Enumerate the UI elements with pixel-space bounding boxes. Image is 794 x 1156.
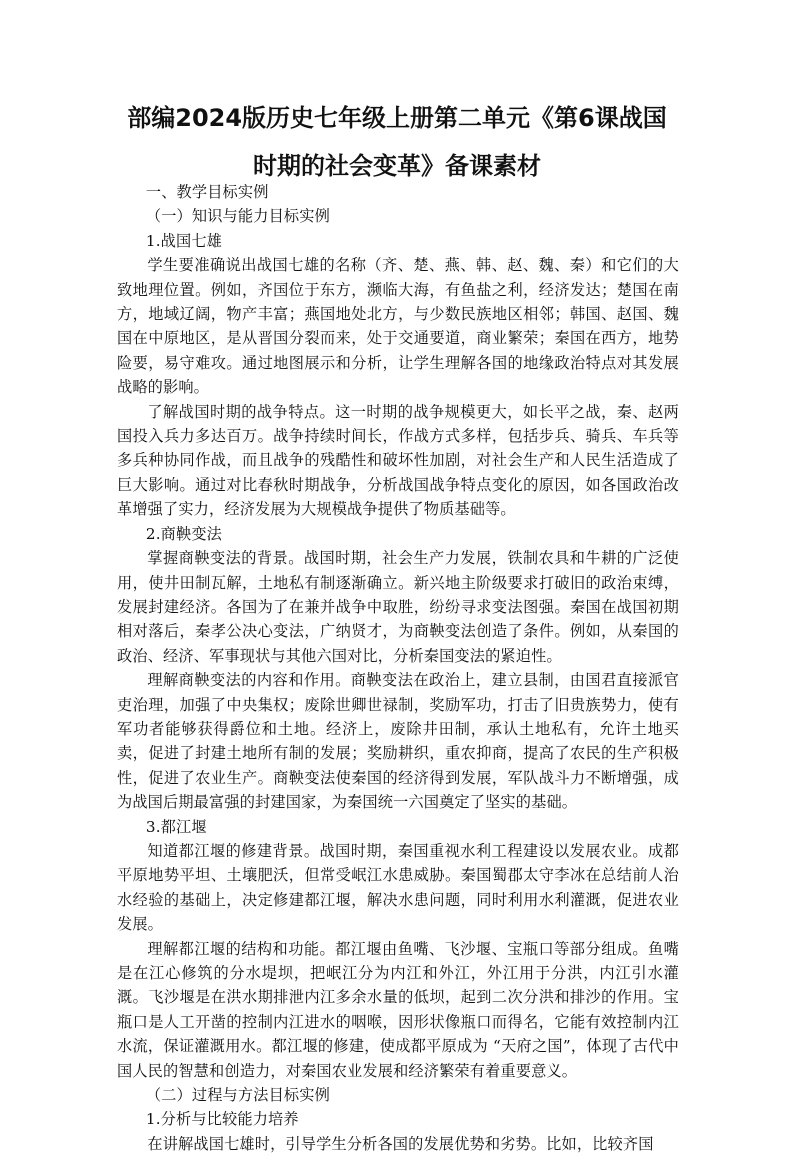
title-line-1: 部编2024版历史七年级上册第二单元《第6课战国 bbox=[127, 104, 667, 132]
document-title bbox=[100, 94, 694, 190]
item-heading: 1.战国七雄 bbox=[145, 231, 223, 250]
paragraph: 学生要准确说出战国七雄的名称（齐、楚、燕、韩、赵、魏、秦）和它们的大致地理位置。例如，齐国位于东方，濒临大海，有鱼盐之利，经济发达；楚国在南方，地域辽阔，物产丰富；燕国地处北方，与少数民族地区相邻；韩国、赵国、魏国在中原地区，是从晋国分裂而来，处于交通要道，商业繁荣；秦国在西方，地势险要，易守难攻。通过地图展示和分析，让学生理解各国的地缘政治特点对其发展战略的影响。 bbox=[117, 256, 679, 397]
paragraph: 理解商鞅变法的内容和作用。商鞅变法在政治上，建立县制，由国君直接派官吏治理，加强了中央集权；废除世卿世禄制，奖励军功，打击了旧贵族势力，使有军功者能够获得爵位和土地。经济上，废除井田制，承认土地私有，允许土地买卖，促进了封建土地所有制的发展；奖励耕织，重农抑商，提高了农民的生产积极性，促进了农业生产。商鞅变法使秦国的经济得到发展，军队战斗力不断增强，成为战国后期最富强的封建国家，为秦国统一六国奠定了坚实的基础。 bbox=[117, 671, 679, 812]
paragraph: 知道都江堰的修建背景。战国时期，秦国重视水利工程建设以发展农业。成都平原地势平坦、土壤肥沃，但常受岷江水患威胁。秦国蜀郡太守李冰在总结前人治水经验的基础上，决定修建都江堰，解决水患问题，同时利用水利灌溉，促进农业发展。 bbox=[117, 841, 679, 934]
document-body bbox=[117, 180, 679, 1156]
paragraph: 了解战国时期的战争特点。这一时期的战争规模更大，如长平之战，秦、赵两国投入兵力多达百万。战争持续时间长，作战方式多样，包括步兵、骑兵、车兵等多兵种协同作战，而且战争的残酷性和破坏性加剧，对社会生产和人民生活造成了巨大影响。通过对比春秋时期战争，分析战国战争特点变化的原因，如各国政治改革增强了实力，经济发展为大规模战争提供了物质基础等。 bbox=[117, 402, 679, 519]
paragraph: 理解都江堰的结构和功能。都江堰由鱼嘴、飞沙堰、宝瓶口等部分组成。鱼嘴是在江心修筑的分水堤坝，把岷江分为内江和外江，外江用于分洪，内江引水灌溉。飞沙堰是在洪水期排泄内江多余水量的低坝，起到二次分洪和排沙的作用。宝瓶口是人工开凿的控制内江进水的咽喉，因形状像瓶口而得名，它能有效控制内江水流，保证灌溉用水。都江堰的修建，使成都平原成为 “天府之国”，体现了古代中国人民的智慧和创造力，对秦国农业发展和经济繁荣有着重要意义。 bbox=[117, 939, 679, 1080]
paragraph: 掌握商鞅变法的背景。战国时期，社会生产力发展，铁制农具和牛耕的广泛使用，使井田制瓦解，土地私有制逐渐确立。新兴地主阶级要求打破旧的政治束缚，发展封建经济。各国为了在兼并战争中取胜，纷纷寻求变法图强。秦国在战国初期相对落后，秦孝公决心变法，广纳贤才，为商鞅变法创造了条件。例如，从秦国的政治、经济、军事现状与其他六国对比，分析秦国变法的紧迫性。 bbox=[117, 549, 679, 665]
subsection-heading: （一）知识与能力目标实例 bbox=[145, 207, 330, 226]
item-heading: 1.分析与比较能力培养 bbox=[145, 1110, 299, 1129]
subsection-heading: （二）过程与方法目标实例 bbox=[145, 1086, 330, 1105]
item-heading: 3.都江堰 bbox=[145, 817, 207, 836]
paragraph: 在讲解战国七雄时，引导学生分析各国的发展优势和劣势。比如，比较齐国 bbox=[147, 1134, 654, 1153]
title-line-2: 时期的社会变革》备课素材 bbox=[253, 152, 541, 180]
section-heading: 一、教学目标实例 bbox=[145, 183, 269, 201]
item-heading: 2.商鞅变法 bbox=[145, 524, 223, 543]
